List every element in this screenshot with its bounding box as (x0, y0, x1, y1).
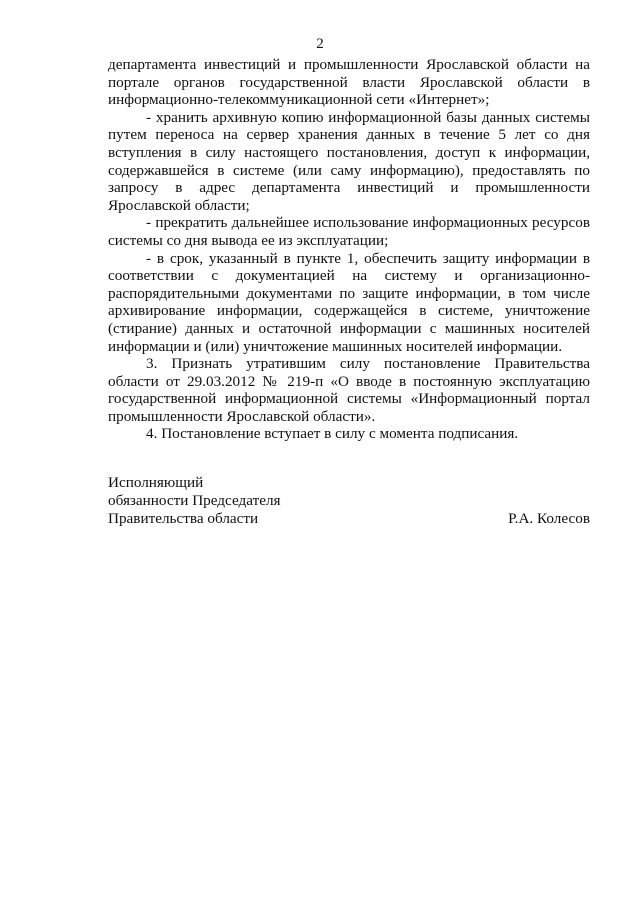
paragraph-repeal: 3. Признать утратившим силу постановление Правительства области от 29.03.2012 № 219-п «О вводе в постоянную эксплуатацию государственной информационной системы «Информационный портал промышленности Ярославской области». (108, 355, 590, 425)
signature-block (108, 474, 590, 528)
signature-title-line-3: Правительства области (108, 510, 259, 527)
paragraph-entry-into-force: 4. Постановление вступает в силу с момента подписания. (146, 425, 519, 443)
document-body (108, 56, 590, 443)
page-number: 2 (316, 36, 324, 52)
signature-row (108, 510, 590, 528)
paragraph-archive-copy: - хранить архивную копию информационной базы данных системы путем переноса на сервер хранения данных в течение 5 лет со дня вступления в силу настоящего постановления, доступ к информации, содержавшейся в системе (или саму информацию), предоставлять по запросу в адрес департамента инвестиций и промышленности Ярославской области; (108, 108, 590, 214)
signatory-name: Р.А. Колесов (508, 510, 590, 527)
paragraph-stop-usage: - прекратить дальнейшее использование информационных ресурсов системы со дня вывода ее из эксплуатации; (108, 214, 590, 249)
signature-title-line-1: Исполняющий (108, 474, 204, 491)
signature-title-line-2: обязанности Председателя (108, 492, 281, 509)
paragraph-information-protection: - в срок, указанный в пункте 1, обеспечить защиту информации в соответствии с документацией на систему и организационно-распорядительными документами по защите информации, в том числе архивирование информации, содержащейся в системе, уничтожение (стирание) данных и остаточной информации с машинных носителей информации и (или) уничтожение машинных носителей информации. (108, 249, 590, 355)
paragraph-continuation: департамента инвестиций и промышленности Ярославской области на портале органов государственной власти Ярославской области в информационно-телекоммуникационной сети «Интернет»; (108, 56, 590, 109)
